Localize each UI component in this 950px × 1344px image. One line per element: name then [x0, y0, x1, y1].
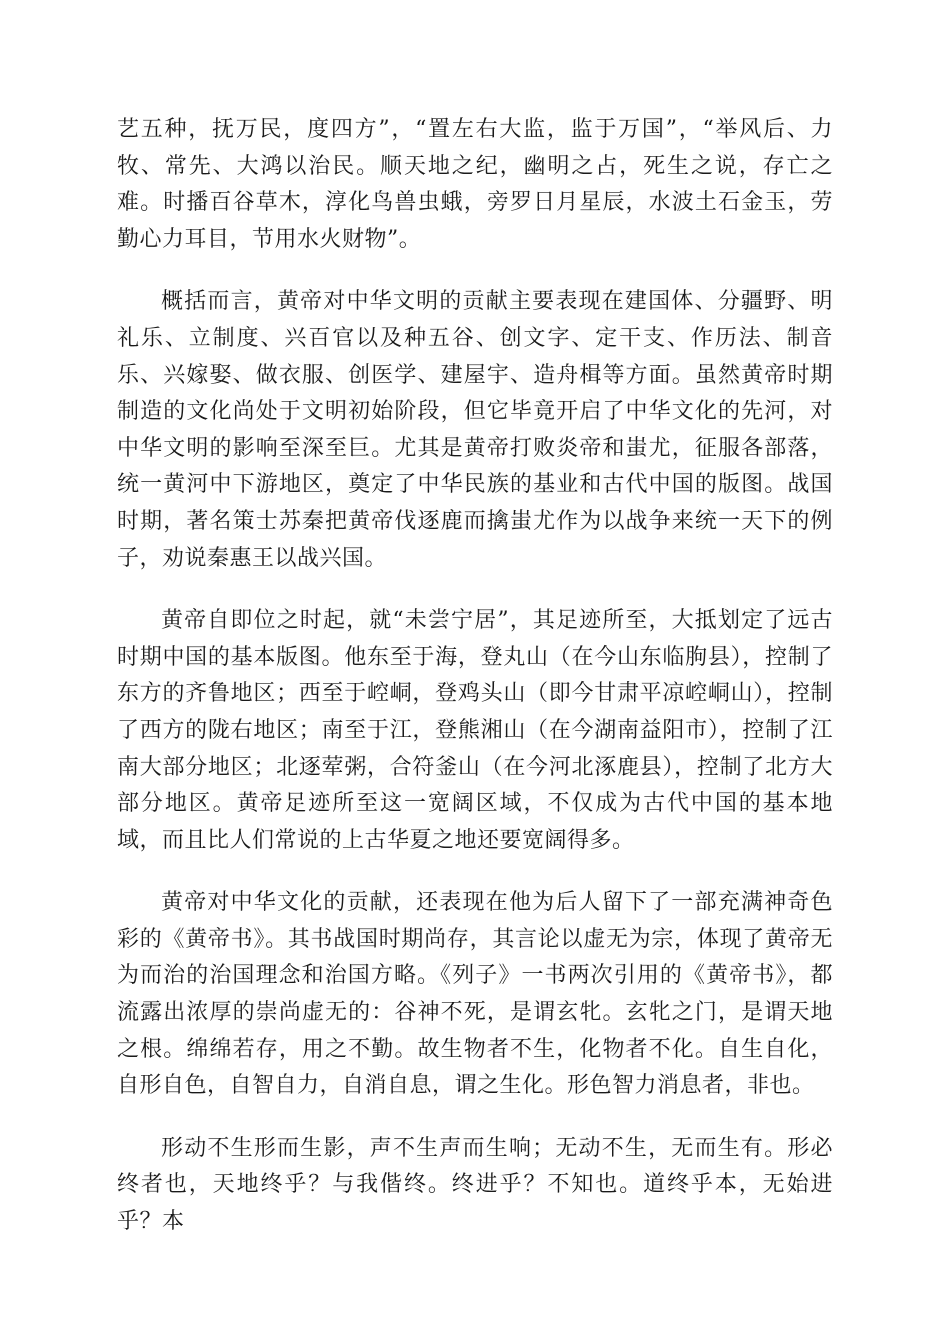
paragraph-5: 形动不生形而生影，声不生声而生响；无动不生，无而生有。形必终者也，天地终乎？与我偕终。终进乎？不知也。道终乎本，无始进乎？本 [117, 1135, 833, 1235]
paragraph-1: 艺五种，抚万民，度四方”，“置左右大监，监于万国”，“举风后、力牧、常先、大鸿以治民。顺天地之纪，幽明之占，死生之说，存亡之难。时播百谷草木，淳化鸟兽虫蛾，旁罗日月星辰，水波土石金玉，劳勤心力耳目，节用水火财物”。 [117, 117, 833, 252]
paragraph-3: 黄帝自即位之时起，就“未尝宁居”，其足迹所至，大抵划定了远古时期中国的基本版图。他东至于海，登丸山（在今山东临朐县），控制了东方的齐鲁地区；西至于崆峒，登鸡头山（即今甘肃平凉崆峒山），控制了西方的陇右地区；南至于江，登熊湘山（在今湖南益阳市），控制了江南大部分地区；北逐荤粥，合符釜山（在今河北涿鹿县），控制了北方大部分地区。黄帝足迹所至这一宽阔区域，不仅成为古代中国的基本地域，而且比人们常说的上古华夏之地还要宽阔得多。 [117, 608, 833, 853]
paragraph-2: 概括而言，黄帝对中华文明的贡献主要表现在建国体、分疆野、明礼乐、立制度、兴百官以及种五谷、创文字、定干支、作历法、制音乐、兴嫁娶、做衣服、创医学、建屋宇、造舟楫等方面。虽然黄帝时期制造的文化尚处于文明初始阶段，但它毕竟开启了中华文化的先河，对中华文明的影响至深至巨。尤其是黄帝打败炎帝和蚩尤，征服各部落，统一黄河中下游地区，奠定了中华民族的基业和古代中国的版图。战国时期，著名策士苏秦把黄帝伐逐鹿而擒蚩尤作为以战争来统一天下的例子，劝说秦惠王以战兴国。 [117, 289, 833, 571]
document-body [117, 112, 833, 1267]
paragraph-4: 黄帝对中华文化的贡献，还表现在他为后人留下了一部充满神奇色彩的《黄帝书》。其书战国时期尚存，其言论以虚无为宗，体现了黄帝无为而治的治国理念和治国方略。《列子》一书两次引用的《黄帝书》，都流露出浓厚的崇尚虚无的：谷神不死，是谓玄牝。玄牝之门，是谓天地之根。绵绵若存，用之不勤。故生物者不生，化物者不化。自生自化，自形自色，自智自力，自消自息，谓之生化。形色智力消息者，非也。 [117, 890, 833, 1099]
